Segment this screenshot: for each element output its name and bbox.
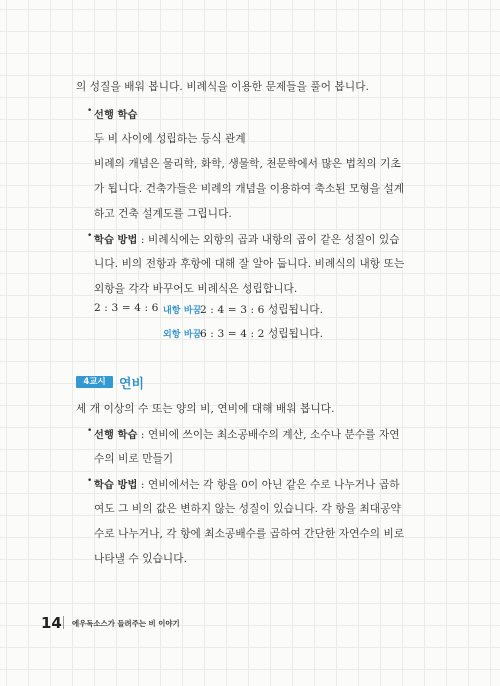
proportion-equation: 2 : 3 = 4 : 6 [94,302,159,314]
method-text: : 비례식에는 외항의 곱과 내항의 곱이 같은 성질이 있습 [137,234,400,246]
page-number: 14 [41,614,62,632]
section-title: 연비 [119,377,145,392]
book-title: 에우독소스가 들려주는 비 이야기 [72,619,180,628]
section-intro: 세 개 이상의 수 또는 양의 비, 연비에 대해 배워 봅니다. [76,403,335,415]
bullet-icon: • [87,231,93,241]
inner-swap-label: 내항 바꿈 [163,306,202,316]
prior-learning-line [94,426,400,442]
outer-swap-result: 6 : 3 = 4 : 2 성립됩니다. [200,328,324,340]
prior-learning-label: 선행 학습 [94,110,138,121]
definition-line: 두 비 사이에 성립하는 등식 관계 [94,133,246,145]
body-line: 나타낼 수 있습니다. [94,553,188,565]
method-label: 학습 방법 [94,480,138,491]
prior-learning-label: 선행 학습 [94,430,138,441]
body-line: 하고 건축 설계도를 그립니다. [94,208,232,220]
bullet-icon: • [87,476,93,486]
body-line: 니다. 비의 전항과 후항에 대해 잘 알아 둡니다. 비례식의 내항 또는 [94,258,405,270]
lesson-tag: 4교시 [76,376,113,388]
footer-divider [63,616,64,629]
body-line: 외항을 각각 바꾸어도 비례식은 성립합니다. [94,283,298,295]
body-line: 수로 나누거나, 각 항에 최소공배수를 곱하여 간단한 자연수의 비로 [94,528,405,540]
bullet-icon: • [87,426,93,436]
prior-learning-text: : 연비에 쓰이는 최소공배수의 계산, 소수나 분수를 자연 [137,429,400,441]
method-line [94,231,400,247]
body-line: 비례의 개념은 물리학, 화학, 생물학, 천문학에서 많은 법칙의 기초 [94,158,401,170]
method-text: : 연비에서는 각 항을 0이 아닌 같은 수로 나누거나 곱하 [137,479,400,491]
body-line: 수의 비로 만들기 [94,453,174,465]
method-label: 학습 방법 [94,235,138,246]
outer-swap-label: 외항 바꿈 [163,330,202,340]
body-line: 여도 그 비의 값은 변하지 않는 성질이 있습니다. 각 항을 최대공약 [94,503,401,515]
intro-line: 의 성질을 배워 봅니다. 비례식을 이용한 문제들을 풀어 봅니다. [76,81,370,93]
body-line: 가 됩니다. 건축가들은 비례의 개념을 이용하여 축소된 모형을 설계 [94,183,405,195]
bullet-icon: • [87,106,93,116]
method-line [94,476,400,492]
inner-swap-result: 2 : 4 = 3 : 6 성립됩니다. [200,304,324,316]
